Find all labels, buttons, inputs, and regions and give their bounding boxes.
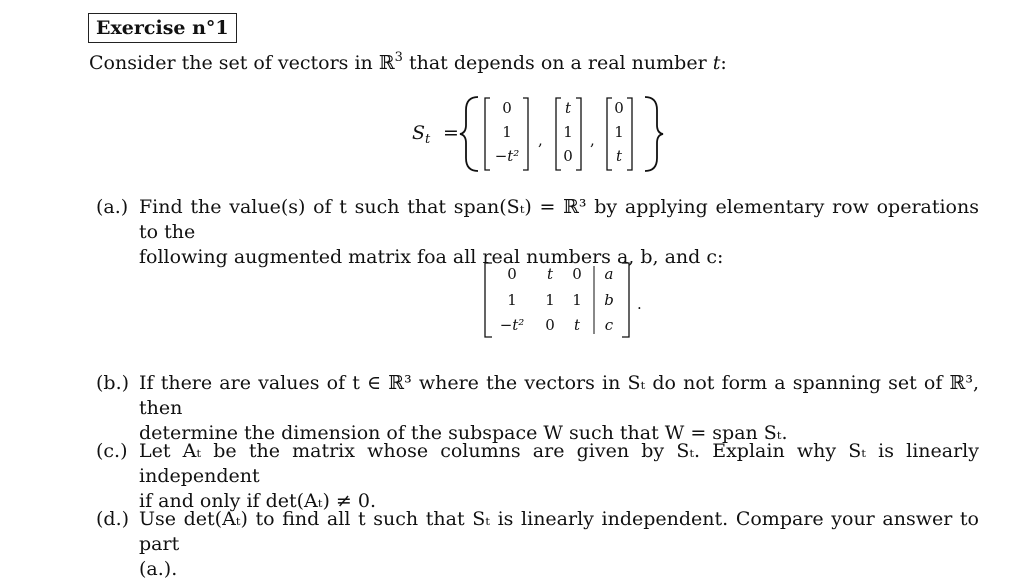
part-d-text: Use det(Aₜ) to find all t such that Sₜ is linearly independent. Compare your answer to part (a.). [139,508,979,580]
intro-var: t [712,52,721,74]
aug-r3-c1: −t² [499,316,525,334]
aug-r3-c4: c [604,316,614,334]
part-d-label: (d.) [96,508,130,530]
aug-r2-c2: 1 [545,291,555,309]
aug-r1-c1: 0 [507,265,517,283]
v3-entry-3: t [615,147,623,165]
set-lhs: $S_t$ [412,122,431,147]
intro-after: that depends on a real number [402,52,713,74]
v2-entry-3: 0 [563,147,573,165]
part-c-text: Let Aₜ be the matrix whose columns are given by Sₜ. Explain why Sₜ is linearly independent if and only if det(Aₜ) ≠ 0. [139,440,979,512]
aug-r1-c2: t [546,265,554,283]
part-c-label: (c.) [96,440,128,462]
v1-entry-3: −t² [494,147,520,165]
aug-r2-c3: 1 [572,291,582,309]
part-b-text: If there are values of t ∈ ℝ³ where the vectors in Sₜ do not form a spanning set of ℝ³, then determine the dimension of the subspace W such that W = span Sₜ. [139,372,979,444]
part-a-label: (a.) [96,196,129,218]
intro-field-exp: 3 [394,50,403,65]
vector-separator: , [590,131,595,149]
set-equals: = [443,122,459,144]
exercise-title: Exercise n°1 [88,13,237,43]
v3-entry-1: 0 [614,99,624,117]
v2-entry-2: 1 [563,123,573,141]
vector-separator: , [538,131,543,149]
part-a-text: Find the value(s) of t such that span(Sₜ) = ℝ³ by applying elementary row operations to the following augmented matrix foa all real numbers a, b, and c: [139,196,979,268]
aug-r2-c1: 1 [507,291,517,309]
v2-entry-1: t [564,99,572,117]
aug-r3-c3: t [573,316,581,334]
aug-r1-c3: 0 [572,265,582,283]
part-b-label: (b.) [96,372,130,394]
v1-entry-1: 0 [502,99,512,117]
aug-r3-c2: 0 [545,316,555,334]
intro-field: ℝ [378,52,395,74]
matrix-period: . [637,295,642,313]
aug-r1-c4: a [604,265,614,283]
v3-entry-2: 1 [614,123,624,141]
aug-r2-c4: b [604,291,614,309]
intro-end: : [720,52,727,74]
v1-entry-2: 1 [502,123,512,141]
intro-before: Consider the set of vectors in [89,52,379,74]
